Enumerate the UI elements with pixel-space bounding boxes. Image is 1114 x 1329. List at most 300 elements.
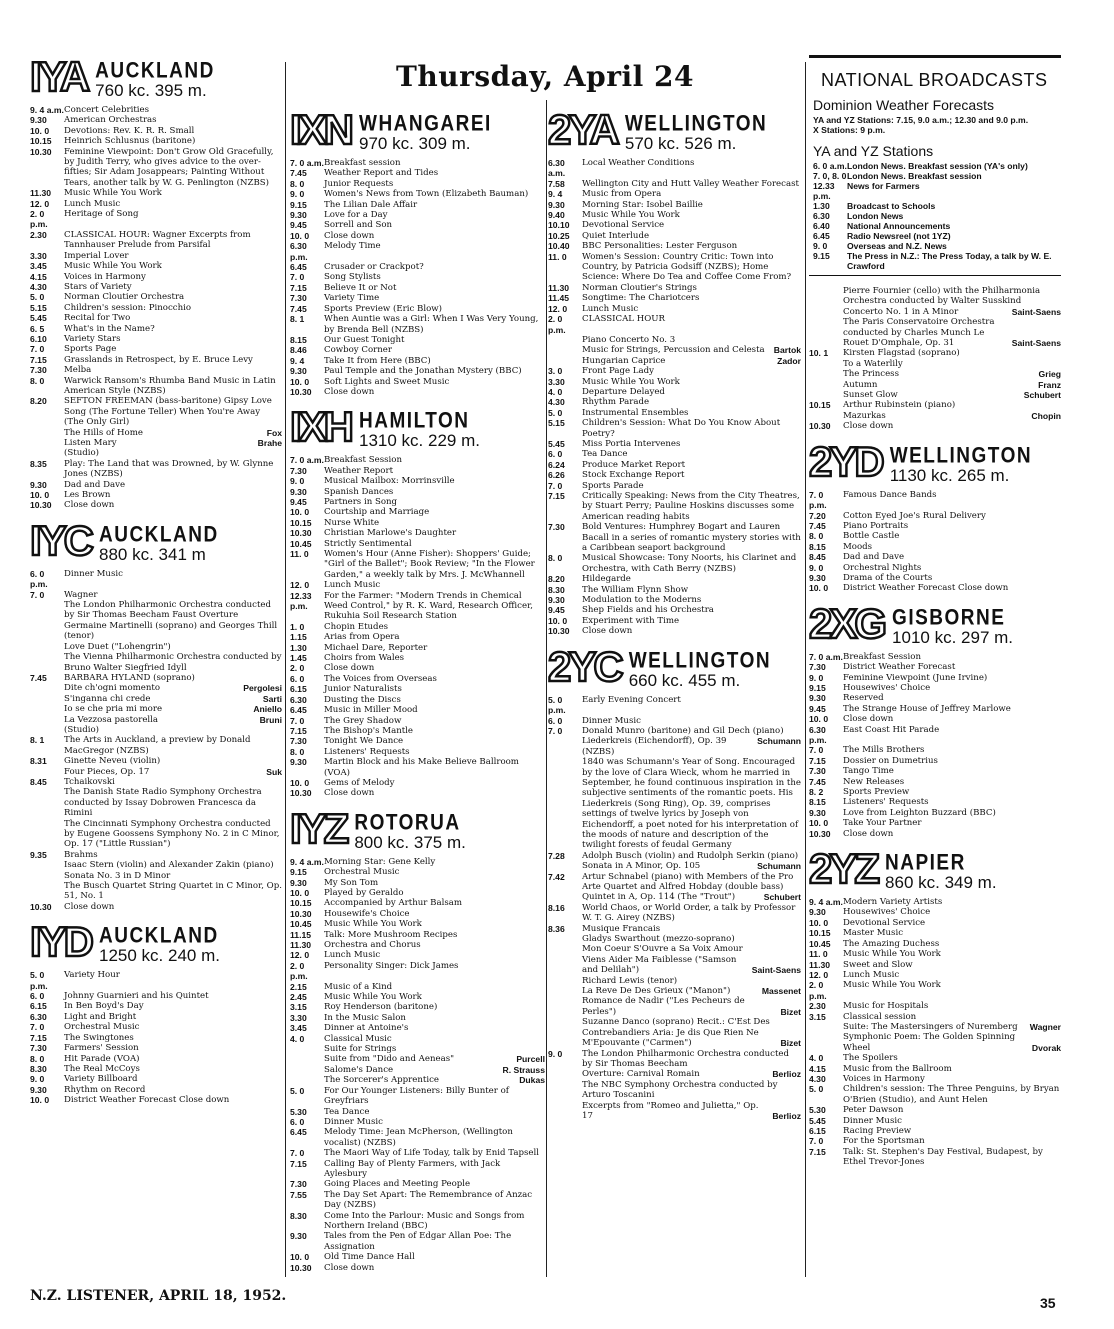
program-title: Gladys Swarthout (mezzo-soprano) Mon Coeur S'Ouvre a Sa Voix Amour Viens Aider Ma Faiblesse ("Samson and Delilah") [582,934,743,976]
program-time: 11. 0 [290,549,309,559]
program-time: 7. 0 [30,344,45,355]
station-2yd [809,437,1061,594]
program-time: 9.40 [548,210,565,221]
program-item [290,674,545,684]
program-item [30,490,282,500]
program-item [548,605,801,615]
program-time: 7. 0 [809,1136,824,1147]
program-item [809,960,1061,970]
program-time: 12. 0 [290,580,310,591]
program-time [30,694,64,704]
program-item [290,705,545,715]
composer-name: Suk [266,766,282,777]
program-time: 6.45 [290,262,307,273]
program-title: National Announcements [847,221,951,231]
program-time: 5.30 [809,1105,826,1116]
program-time: 6.30 [290,694,307,705]
program-title: The Hills of Home [64,427,143,438]
program-time: 8.36 [548,923,565,934]
program-item [290,377,545,387]
program-item [290,1075,545,1085]
station-frequency: 970 kc. 309 m. [359,134,471,153]
program-title: Music from Opera [582,189,662,200]
program-title: La Reve De Des Grieux ("Manon") [582,986,731,997]
program-time: 2.45 [290,992,307,1003]
program-title: The Vienna Philharmonic Orchestra conducted by Bruno Walter Siegfried Idyll [64,652,282,673]
program-item [290,1127,545,1148]
program-title: Listeners' Requests [843,797,929,808]
program-title: Played by Geraldo [324,887,404,898]
program-item [809,421,1061,431]
program-item [548,439,801,449]
program-item [290,549,545,580]
station-1xn [290,108,545,397]
program-item [809,563,1061,573]
program-title: The NBC Symphony Orchestra conducted by Arturo Toscanini [582,1079,778,1101]
program-time: 8. 0 [290,178,305,189]
program-item [290,1159,545,1180]
program-item [290,507,545,517]
program-time: 5.45 [30,313,47,324]
program-list [30,105,282,511]
program-item [809,1032,1061,1053]
program-time: 10.15 [30,136,52,147]
program-title: Calling Bay of Plenty Farmers, with Jack Aylesbury [324,1158,501,1179]
program-time: 10. 0 [290,777,310,788]
program-item [30,313,282,323]
program-title: Breakfast session [324,158,401,168]
program-time [548,747,582,757]
program-item [290,1148,545,1158]
program-item [809,725,1061,746]
program-title: Close down [324,386,375,397]
program-title: Johnny Guarnieri and his Quintet [64,991,209,1002]
program-item [30,991,282,1001]
program-time: 8. 0 [30,1053,45,1064]
program-item [30,860,282,881]
program-title: Sunset Glow [843,390,898,401]
program-time: 12. 0 [809,969,829,980]
program-title: Experiment with Time [582,615,680,626]
program-title: Music While You Work [582,376,680,387]
program-item [548,241,801,251]
program-time: 6.30 p.m. [809,724,827,745]
program-time: 6.30 p.m. [290,241,308,262]
program-time: 2. 0 p.m. [548,314,566,335]
program-title: Shep Fields and his Orchestra [582,605,714,616]
program-title: Gems of Melody [324,777,395,788]
program-item [290,497,545,507]
program-time: 9. 0 [813,241,828,251]
program-title: Music While You Work [64,261,162,272]
program-item [809,787,1061,797]
program-title: Music from the Ballroom [843,1063,952,1074]
program-item [809,907,1061,917]
program-item [548,553,801,574]
program-title: American Orchestras [64,115,157,126]
program-time [809,390,843,400]
program-item [30,105,282,115]
program-item [809,286,1061,307]
program-item [548,1101,801,1122]
program-item [30,115,282,125]
program-title: For the Sportsman [843,1136,925,1147]
program-time: 9.30 [290,210,307,221]
program-title: Piano Concerto No. 3 [582,334,676,345]
program-item [548,726,801,736]
program-item [809,1022,1061,1032]
program-title: The Arts in Auckland, a preview by Donald MacGregor (NZBS) [64,735,251,756]
program-time: 2.30 [809,1001,826,1012]
program-title: Wagner [64,589,98,600]
program-title: Melody Time [324,241,381,252]
program-title: Lunch Music [843,969,900,980]
program-time [809,1022,843,1032]
program-title: Love Duet ("Lohengrin") [64,641,171,652]
station-logo: 2YC [548,642,621,690]
station-1yc [30,516,282,912]
program-list [30,569,282,912]
program-title: News for Farmers [847,181,920,191]
program-item [813,161,1057,171]
program-time: 10. 0 [809,583,829,594]
program-item [30,1001,282,1011]
program-item [290,518,545,528]
program-item [30,970,282,991]
program-item [548,1049,801,1070]
program-item [290,930,545,940]
program-title: Quiet Interlude [582,230,650,241]
program-time: 7.30 [548,522,565,533]
station-name: WELLINGTON [889,443,1033,468]
program-time [30,600,64,621]
program-title: Housewife's Choice [324,908,410,919]
program-title: Children's Session: What Do You Know About Poetry? [582,418,781,439]
program-item [548,220,801,230]
program-time: 11.45 [548,293,570,304]
program-time: 8.30 [30,1063,47,1074]
program-item [809,1136,1061,1146]
program-item [548,491,801,522]
program-title: Master Music [843,928,904,939]
composer-name: Massenet [761,986,801,997]
program-time: 9.35 [30,849,47,860]
program-item [30,355,282,365]
program-title: Going Places and Meeting People [324,1179,471,1190]
program-item [548,924,801,934]
program-item [290,1107,545,1117]
station-name: WELLINGTON [624,112,768,137]
program-title: Devotional Service [843,917,926,928]
program-item [548,481,801,491]
program-time [30,715,64,725]
program-time: 9.30 [30,1084,47,1095]
program-item [548,616,801,626]
program-item [548,996,801,1017]
program-title: When Auntie was a Girl: When I Was Very Young, by Brenda Bell (NZBS) [324,314,539,335]
program-time: 7. 0 a.m. [290,158,324,168]
program-title: The Lilian Dale Affair [324,199,418,210]
program-item [809,511,1061,521]
program-title: Choirs from Wales [324,653,405,664]
program-title: Accompanied by Arthur Balsam [324,898,463,909]
station-logo: IXH [290,403,352,451]
program-item [30,1012,282,1022]
program-time: 10.40 [548,241,570,252]
program-time: 5.45 [548,438,565,449]
program-time: 9.15 [813,251,830,261]
program-time: 9. 0 [290,189,305,200]
composer-name: Purcell [516,1054,545,1065]
program-item [290,1252,545,1262]
program-title: Concerto No. 1 in A Minor [843,306,959,317]
program-title: Women's Hour (Anne Fisher): Shoppers' Guide; "Girl of the Ballet"; Book Review; "In the Flower Garden," a weekly talk by Mrs. J. McWhannell [324,549,535,580]
program-title: Liederkreis (Eichendorff), Op. 39 [582,736,727,747]
program-item [290,919,545,929]
program-title: Paul Temple and the Jonathan Mystery (BBC) [324,366,522,377]
program-time: 7.42 [548,871,565,882]
program-title: Tales from the Pen of Edgar Allan Poe: The Assignation [324,1231,512,1252]
program-time: 7. 0 [290,715,305,726]
program-item [809,490,1061,511]
program-item [548,1069,801,1079]
program-time: 10.30 [290,1262,312,1273]
program-time: 10.30 [290,908,312,919]
program-item [548,408,801,418]
program-time [30,860,64,881]
program-item [809,766,1061,776]
program-title: Music While You Work [324,919,422,930]
program-title: Feminine Viewpoint (June Irvine) [843,672,988,683]
program-time: 2. 0 p.m. [30,209,48,230]
program-title: Dinner Music [843,1115,902,1126]
program-title: Donald Munro (baritone) and Gil Dech (piano) [582,725,784,736]
program-item [290,1211,545,1232]
program-time [30,881,64,902]
program-title: Close down [324,1262,375,1273]
program-item [290,455,545,465]
program-title: Soft Lights and Sweet Music [324,376,450,387]
program-title: The Busch Quartet String Quartet in C Minor, Op. 51, No. 1 [64,881,282,902]
program-item [290,857,545,867]
program-item [813,201,1057,211]
program-title: Hit Parade (VOA) [64,1053,140,1064]
program-item [30,438,282,448]
program-title: Orchestral Music [324,867,400,878]
program-time: 7. 0 [290,1148,305,1159]
station-frequency: 760 kc. 395 m. [95,81,207,100]
program-time: 4.30 [30,281,47,292]
program-list [548,158,801,637]
program-time: 6.15 [809,1126,826,1136]
program-item [30,459,282,480]
program-title: Orchestral Music [64,1022,140,1033]
program-item [548,872,801,893]
program-title: Music While You Work [843,980,941,991]
program-time: 9.45 [548,605,565,616]
program-item [290,1117,545,1127]
program-title: Love for a Day [324,210,388,221]
station-2yz [809,847,1061,1168]
program-title: District Weather Forecast [843,662,956,673]
program-time: 11.30 [30,188,52,199]
program-time: 12.33 p.m. [290,590,312,612]
program-item [548,345,801,355]
program-item [548,861,801,871]
composer-name: Fox [266,427,282,438]
program-time: 3.30 [548,376,565,387]
program-title: Breakfast Session [843,651,921,662]
program-time: 5.30 [290,1106,307,1117]
program-title: Cowboy Corner [324,345,392,356]
program-time: 9.30 [548,595,565,606]
program-item [548,304,801,314]
program-time: 12.33 p.m. [813,181,835,201]
column-3 [548,108,801,1129]
composer-name: Bruni [259,714,282,725]
program-time: 9.45 [290,496,307,507]
program-title: Tea Dance [324,1106,370,1117]
program-item [809,1012,1061,1022]
program-item [548,716,801,726]
composer-name: Bizet [780,1006,801,1017]
program-item [30,136,282,146]
program-item [809,777,1061,787]
program-time: 7.28 [548,850,565,861]
program-title: Cotton Eyed Joe's Rural Delivery [843,510,986,521]
program-item [290,314,545,335]
program-time: 7. 0 [548,480,563,491]
program-time [548,996,582,1017]
program-time [548,1080,582,1101]
program-title: Farmers' Session [64,1043,139,1054]
program-title: London News. Breakfast session [847,171,982,181]
program-title: Take It from Here (BBC) [324,355,431,366]
program-item [290,528,545,538]
composer-name: Saint-Saens [751,965,801,976]
program-title: Sweet and Slow [843,959,913,970]
program-title: Lunch Music [64,198,121,209]
program-item [290,1190,545,1211]
program-title: Heinrich Schlusnus (baritone) [64,136,196,147]
program-title: Melba [64,365,92,376]
station-name: GISBORNE [892,605,1006,630]
program-title: Junior Naturalists [324,684,402,695]
program-time: 6. 0 [290,673,305,684]
program-time: 10. 1 [809,348,829,359]
program-item [809,317,1061,348]
program-item [548,1080,801,1101]
program-title: Symphonic Poem: The Golden Spinning Wheel [843,1032,1016,1053]
program-title: (Studio) [64,448,100,459]
program-time: 7.30 [290,293,307,304]
program-time: 8.46 [290,345,307,356]
program-time [548,976,582,986]
program-title: Germaine Martinelli (soprano) and Georges Thill (tenor) [64,620,278,642]
program-item [809,808,1061,818]
program-time: 6.30 [30,1011,47,1022]
program-title: Light and Bright [64,1011,137,1022]
program-item [809,745,1061,755]
program-title: Music of a Kind [324,981,393,992]
program-title: Brahms [64,849,98,860]
program-title: The Voices from Overseas [324,673,437,684]
weather-heading: Dominion Weather Forecasts [813,97,995,113]
program-item [548,522,801,553]
program-title: Breakfast Session [324,455,402,466]
program-time: 9.30 [290,757,307,768]
program-item [290,1086,545,1107]
station-1ya [30,55,282,511]
program-item [290,189,545,199]
program-time: 8. 2 [809,787,824,798]
program-item [30,448,282,458]
program-title: Variety Stars [64,333,121,344]
program-item [290,241,545,262]
program-time: 9.45 [809,703,826,714]
program-time: 6.10 [30,333,47,344]
program-item [30,147,282,189]
program-time: 9. 0 [30,1074,45,1085]
program-item [290,591,545,622]
program-title: Close down [324,788,375,799]
program-title: Dinner Music [324,1116,383,1127]
program-title: Listeners' Requests [324,746,410,757]
program-time: 7. 0 p.m. [809,489,827,511]
station-frequency: 880 kc. 341 m [99,544,206,564]
program-item [813,171,1057,181]
program-item [290,220,545,230]
program-title: Songtime: The Chariotcers [582,293,700,304]
program-time: 9.30 [30,479,47,490]
composer-name: Grieg [1038,369,1061,380]
program-item [290,366,545,376]
program-item [290,1002,545,1012]
composer-name: Dukas [519,1075,545,1086]
program-item [548,314,801,335]
program-title: Weather Report [324,465,394,476]
program-title: Racing Preview [843,1126,912,1136]
program-time: 8.35 [30,458,47,469]
program-item [548,418,801,439]
program-title: Voices in Harmony [843,1073,925,1084]
program-title: Rhythm Parade [582,397,650,408]
program-title: Christian Marlowe's Daughter [324,528,457,539]
program-item [30,735,282,756]
program-item [809,380,1061,390]
program-time: 4. 0 [548,386,563,397]
program-title: Warwick Ransom's Rhumba Band Music in Latin American Style (NZBS) [64,375,276,396]
program-item [809,897,1061,907]
program-item [290,757,545,778]
program-list [809,652,1061,839]
program-time: 6. 0 a.m. [813,161,847,171]
program-item [548,851,801,861]
program-item [290,736,545,746]
composer-name: Dvorak [1031,1042,1061,1053]
program-item [548,736,801,746]
program-title: Suite from "Dido and Aeneas" [324,1054,455,1065]
program-item [290,1054,545,1064]
program-title: Dinner Music [64,568,123,579]
program-time [548,736,582,746]
program-time: 3.15 [290,1002,307,1013]
program-time: 10.30 [290,386,312,397]
program-title: Mazurkas [843,410,886,421]
program-title: Close down [324,663,375,674]
program-item [290,1034,545,1044]
station-frequency: 570 kc. 526 m. [624,134,737,153]
